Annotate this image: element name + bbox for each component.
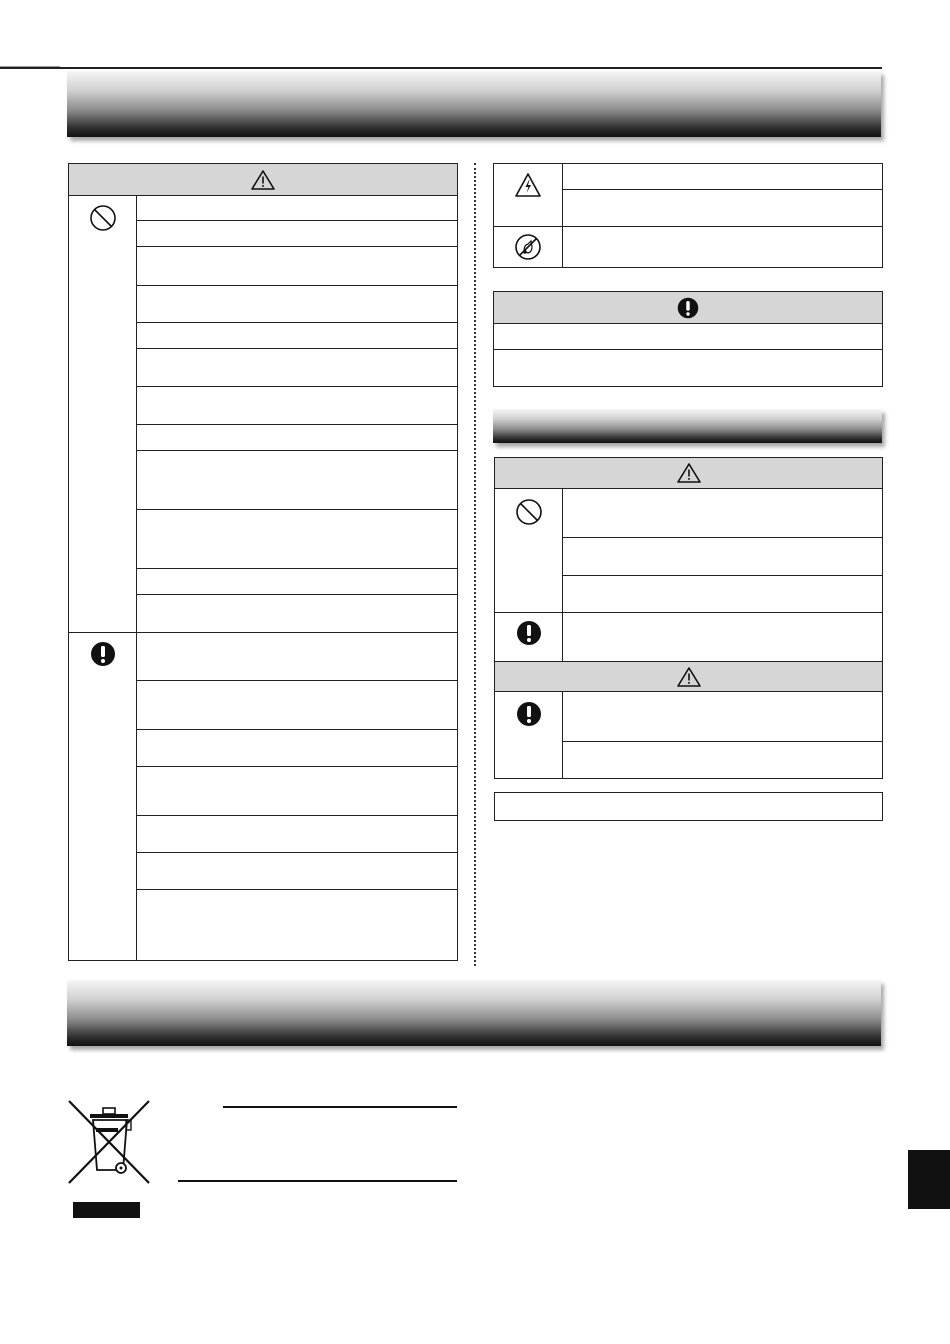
warning-triangle-icon [676, 462, 702, 484]
row-divider [136, 815, 457, 816]
warning-table-header [69, 164, 457, 196]
hazard-table-right [493, 163, 883, 268]
row-divider [562, 189, 882, 190]
rule-lower [178, 1180, 457, 1182]
mandatory-exclamation-icon [676, 296, 700, 320]
mandatory-exclamation-icon [495, 615, 562, 651]
row-divider [136, 424, 457, 425]
row-divider [136, 450, 457, 451]
mandatory-exclamation-icon [69, 636, 136, 672]
group-divider [494, 226, 882, 227]
prohibited-circle-icon [69, 200, 136, 236]
row-divider [136, 594, 457, 595]
prohibited-circle-icon [495, 494, 562, 530]
caution-table-header [495, 661, 882, 692]
group-divider [69, 632, 457, 633]
warning-triangle-icon [676, 666, 702, 688]
electric-shock-icon [494, 166, 562, 204]
row-divider [136, 568, 457, 569]
column-separator [474, 163, 476, 966]
icon-column-divider [562, 164, 563, 267]
warning-triangle-icon [250, 169, 276, 191]
row-divider [562, 575, 882, 576]
row-divider [562, 741, 882, 742]
header-rule [0, 67, 882, 69]
disposal-marking-bar [73, 1202, 140, 1218]
mandatory-exclamation-icon [495, 696, 562, 732]
row-divider [494, 349, 882, 350]
row-divider [136, 322, 457, 323]
row-divider [136, 285, 457, 286]
row-divider [136, 386, 457, 387]
icon-column-divider [562, 692, 563, 778]
row-divider [136, 246, 457, 247]
section-banner-disposal [67, 980, 881, 1046]
row-divider [136, 348, 457, 349]
section-banner-safety-precautions [67, 71, 881, 137]
row-divider [136, 889, 457, 890]
row-divider [562, 537, 882, 538]
warning-table-left [68, 163, 458, 961]
row-divider [136, 220, 457, 221]
row-divider [136, 680, 457, 681]
caution-table-right [493, 291, 883, 387]
rule-upper [223, 1106, 457, 1108]
caution-table-header [494, 292, 882, 324]
crossed-out-wheelie-bin-icon [66, 1098, 152, 1186]
row-divider [136, 852, 457, 853]
warning-caution-table-right [494, 457, 883, 779]
no-wet-hands-icon [494, 228, 562, 266]
section-banner-right [493, 409, 882, 443]
icon-column-divider [136, 196, 137, 960]
page-side-tab [908, 1150, 950, 1209]
row-divider [136, 729, 457, 730]
group-divider [495, 612, 882, 613]
note-box [494, 792, 883, 821]
row-divider [136, 509, 457, 510]
row-divider [136, 766, 457, 767]
warning-table-header [495, 458, 882, 489]
